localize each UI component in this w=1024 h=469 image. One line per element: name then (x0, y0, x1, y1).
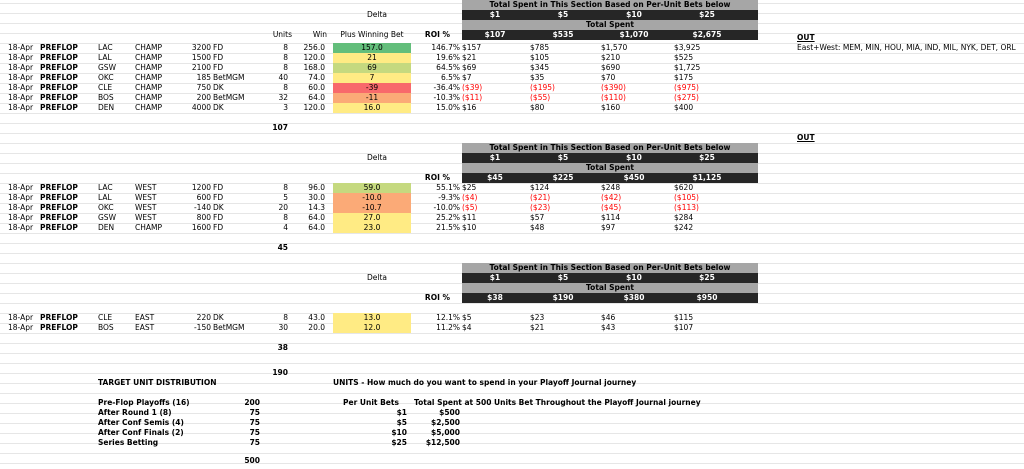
target-label[interactable]: After Conf Finals (2) (98, 428, 184, 437)
book-cell[interactable]: FD (213, 193, 224, 202)
odds-cell[interactable]: 185 (196, 73, 211, 82)
win-cell[interactable]: 74.0 (308, 73, 325, 82)
section-title[interactable]: Total Spent in This Section Based on Per-Unit Bets below (489, 143, 731, 152)
gridline (0, 453, 1024, 454)
per-unit-bet[interactable]: $25 (391, 438, 407, 447)
date-cell[interactable]: 18-Apr (8, 323, 34, 332)
odds-cell[interactable]: 2100 (191, 63, 211, 72)
gridline (0, 463, 1024, 464)
spent-cell[interactable]: $157 (462, 43, 482, 52)
units-cell[interactable]: 4 (283, 223, 288, 232)
win-cell[interactable]: 120.0 (303, 103, 325, 112)
out-label[interactable]: OUT (797, 133, 815, 142)
units-cell[interactable]: 20 (278, 203, 288, 212)
target-label[interactable]: After Round 1 (8) (98, 408, 172, 417)
market-cell[interactable]: WEST (135, 183, 157, 192)
gridline (0, 243, 1024, 244)
date-cell[interactable]: 18-Apr (8, 193, 34, 202)
roi-cell[interactable]: 11.2% (436, 323, 460, 332)
date-cell[interactable]: 18-Apr (8, 313, 34, 322)
spent-cell[interactable]: $785 (530, 43, 550, 52)
roi-header[interactable]: ROI % (424, 173, 450, 182)
plus-winning-cell[interactable]: -10.7 (333, 203, 411, 213)
roi-cell[interactable]: -36.4% (433, 83, 460, 92)
total-spent-label[interactable]: Total Spent (586, 20, 634, 29)
team-cell[interactable]: OKC (98, 203, 114, 212)
units-total[interactable]: 38 (277, 343, 288, 352)
team-cell[interactable]: LAC (98, 43, 113, 52)
spent-cell[interactable]: $48 (530, 223, 545, 232)
units-cell[interactable]: 8 (283, 53, 288, 62)
spent-cell[interactable]: $105 (530, 53, 550, 62)
target-total[interactable]: 500 (244, 456, 260, 465)
stage-cell[interactable]: PREFLOP (40, 43, 78, 52)
unit-bet-header[interactable]: $5 (557, 10, 569, 19)
gridline (0, 363, 1024, 364)
spent-cell[interactable]: ($39) (462, 83, 483, 92)
units-cell[interactable]: 40 (278, 73, 288, 82)
team-cell[interactable]: GSW (98, 63, 116, 72)
spent-header[interactable]: Total Spent at 500 Units Bet Throughout the Playoff Journal journey (414, 398, 701, 407)
market-cell[interactable]: CHAMP (135, 73, 163, 82)
odds-cell[interactable]: 4000 (191, 103, 211, 112)
plus-winning-cell[interactable]: -10.0 (333, 193, 411, 203)
total-spent-value[interactable]: $5,000 (431, 428, 460, 437)
spent-cell[interactable]: ($55) (530, 93, 551, 102)
section-total[interactable]: $190 (552, 293, 574, 302)
roi-cell[interactable]: -10.0% (433, 203, 460, 212)
spent-cell[interactable]: $175 (674, 73, 694, 82)
date-cell[interactable]: 18-Apr (8, 223, 34, 232)
odds-cell[interactable]: 800 (196, 213, 211, 222)
spent-cell[interactable]: ($275) (674, 93, 699, 102)
win-cell[interactable]: 64.0 (308, 213, 325, 222)
team-cell[interactable]: BOS (98, 323, 114, 332)
units-cell[interactable]: 32 (278, 93, 288, 102)
section-title[interactable]: Total Spent in This Section Based on Per-Unit Bets below (489, 0, 731, 9)
unit-bet-header[interactable]: $10 (626, 273, 642, 282)
spent-cell[interactable]: $7 (462, 73, 472, 82)
per-unit-header[interactable]: Per Unit Bets (343, 398, 399, 407)
spent-cell[interactable]: $11 (462, 213, 477, 222)
odds-cell[interactable]: -140 (193, 203, 211, 212)
units-header[interactable]: Units (272, 30, 292, 39)
units-cell[interactable]: 8 (283, 83, 288, 92)
team-cell[interactable]: LAC (98, 183, 113, 192)
roi-cell[interactable]: 19.6% (436, 53, 460, 62)
spent-cell[interactable]: $284 (674, 213, 694, 222)
spent-cell[interactable]: ($21) (530, 193, 551, 202)
plus-winning-cell[interactable]: -39 (333, 83, 411, 93)
roi-cell[interactable]: 146.7% (431, 43, 460, 52)
spent-cell[interactable]: $1,725 (674, 63, 701, 72)
market-cell[interactable]: CHAMP (135, 223, 163, 232)
market-cell[interactable]: CHAMP (135, 43, 163, 52)
units-total[interactable]: 45 (277, 243, 288, 252)
gridline (0, 343, 1024, 344)
stage-cell[interactable]: PREFLOP (40, 183, 78, 192)
odds-cell[interactable]: 1600 (191, 223, 211, 232)
unit-bet-header[interactable]: $25 (699, 153, 715, 162)
section-total[interactable]: $450 (623, 173, 645, 182)
section-total[interactable]: $380 (623, 293, 645, 302)
spent-cell[interactable]: $114 (601, 213, 621, 222)
spent-cell[interactable]: $210 (601, 53, 621, 62)
gridline (0, 253, 1024, 254)
roi-cell[interactable]: 6.5% (440, 73, 460, 82)
spent-cell[interactable]: ($110) (601, 93, 626, 102)
target-value[interactable]: 200 (244, 398, 260, 407)
spent-cell[interactable]: $620 (674, 183, 694, 192)
book-cell[interactable]: FD (213, 213, 224, 222)
target-label[interactable]: Series Betting (98, 438, 159, 447)
market-cell[interactable]: CHAMP (135, 93, 163, 102)
section-total[interactable]: $1,070 (619, 30, 649, 39)
gridline (0, 353, 1024, 354)
plus-winning-cell[interactable]: 59.0 (333, 183, 411, 193)
units-cell[interactable]: 8 (283, 313, 288, 322)
section-total[interactable]: $38 (487, 293, 503, 302)
per-unit-bet[interactable]: $5 (396, 418, 407, 427)
book-cell[interactable]: DK (213, 103, 224, 112)
win-cell[interactable]: 64.0 (308, 93, 325, 102)
plus-winning-cell[interactable]: 27.0 (333, 213, 411, 223)
unit-bet-header[interactable]: $5 (557, 273, 569, 282)
spent-cell[interactable]: ($113) (674, 203, 699, 212)
plus-winning-cell[interactable]: 157.0 (333, 43, 411, 53)
unit-bet-header[interactable]: $1 (489, 153, 501, 162)
roi-cell[interactable]: -9.3% (438, 193, 460, 202)
delta-label[interactable]: Delta (366, 153, 387, 162)
target-label[interactable]: After Conf Semis (4) (98, 418, 184, 427)
stage-cell[interactable]: PREFLOP (40, 323, 78, 332)
stage-cell[interactable]: PREFLOP (40, 53, 78, 62)
book-cell[interactable]: DK (213, 203, 224, 212)
win-cell[interactable]: 256.0 (303, 43, 325, 52)
date-cell[interactable]: 18-Apr (8, 213, 34, 222)
book-cell[interactable]: FD (213, 223, 224, 232)
spent-cell[interactable]: ($975) (674, 83, 699, 92)
spent-cell[interactable]: $46 (601, 313, 616, 322)
roi-cell[interactable]: 15.0% (436, 103, 460, 112)
spent-cell[interactable]: ($390) (601, 83, 626, 92)
roi-cell[interactable]: 55.1% (436, 183, 460, 192)
out-teams[interactable]: East+West: MEM, MIN, HOU, MIA, IND, MIL, NYK, DET, ORL (797, 43, 1016, 52)
spent-cell[interactable]: $400 (674, 103, 694, 112)
book-cell[interactable]: FD (213, 43, 224, 52)
win-cell[interactable]: 120.0 (303, 53, 325, 62)
spent-cell[interactable]: $5 (462, 313, 472, 322)
spent-cell[interactable]: $80 (530, 103, 545, 112)
spent-cell[interactable]: ($45) (601, 203, 622, 212)
team-cell[interactable]: OKC (98, 73, 114, 82)
win-cell[interactable]: 43.0 (308, 313, 325, 322)
market-cell[interactable]: WEST (135, 203, 157, 212)
stage-cell[interactable]: PREFLOP (40, 213, 78, 222)
spent-cell[interactable]: $25 (462, 183, 477, 192)
units-cell[interactable]: 8 (283, 43, 288, 52)
spent-cell[interactable]: ($105) (674, 193, 699, 202)
plus-header[interactable]: Plus Winning Bet (340, 30, 404, 39)
spent-cell[interactable]: $57 (530, 213, 545, 222)
spent-cell[interactable]: ($4) (462, 193, 478, 202)
team-cell[interactable]: GSW (98, 213, 116, 222)
plus-winning-cell[interactable]: 12.0 (333, 323, 411, 333)
units-title[interactable]: UNITS - How much do you want to spend in your Playoff Journal journey (333, 378, 637, 387)
per-unit-bet[interactable]: $1 (396, 408, 407, 417)
stage-cell[interactable]: PREFLOP (40, 73, 78, 82)
date-cell[interactable]: 18-Apr (8, 83, 34, 92)
spent-cell[interactable]: $124 (530, 183, 550, 192)
unit-bet-header[interactable]: $25 (699, 10, 715, 19)
section-total[interactable]: $2,675 (692, 30, 722, 39)
units-cell[interactable]: 5 (283, 193, 288, 202)
spent-cell[interactable]: $23 (530, 313, 545, 322)
stage-cell[interactable]: PREFLOP (40, 103, 78, 112)
roi-cell[interactable]: 25.2% (436, 213, 460, 222)
target-title[interactable]: TARGET UNIT DISTRIBUTION (98, 378, 217, 387)
spent-cell[interactable]: $69 (462, 63, 477, 72)
team-cell[interactable]: BOS (98, 93, 114, 102)
gridline (0, 123, 1024, 124)
total-spent-value[interactable]: $500 (439, 408, 460, 417)
roi-cell[interactable]: 64.5% (436, 63, 460, 72)
spent-cell[interactable]: $3,925 (674, 43, 701, 52)
spent-cell[interactable]: $70 (601, 73, 616, 82)
unit-bet-header[interactable]: $10 (626, 153, 642, 162)
date-cell[interactable]: 18-Apr (8, 53, 34, 62)
units-cell[interactable]: 8 (283, 183, 288, 192)
gridline (0, 133, 1024, 134)
total-spent-label[interactable]: Total Spent (586, 283, 634, 292)
spent-cell[interactable]: ($11) (462, 93, 483, 102)
odds-cell[interactable]: -150 (193, 323, 211, 332)
odds-cell[interactable]: 220 (196, 313, 211, 322)
spent-cell[interactable]: $10 (462, 223, 477, 232)
market-cell[interactable]: CHAMP (135, 63, 163, 72)
roi-header[interactable]: ROI % (424, 30, 450, 39)
section-total[interactable]: $107 (484, 30, 506, 39)
date-cell[interactable]: 18-Apr (8, 63, 34, 72)
team-cell[interactable]: LAL (98, 193, 112, 202)
market-cell[interactable]: WEST (135, 193, 157, 202)
gridline (0, 113, 1024, 114)
odds-cell[interactable]: 1500 (191, 53, 211, 62)
team-cell[interactable]: CLE (98, 83, 113, 92)
section-total[interactable]: $950 (696, 293, 718, 302)
market-cell[interactable]: EAST (135, 323, 155, 332)
market-cell[interactable]: WEST (135, 213, 157, 222)
delta-label[interactable]: Delta (366, 273, 387, 282)
stage-cell[interactable]: PREFLOP (40, 313, 78, 322)
unit-bet-header[interactable]: $1 (489, 10, 501, 19)
book-cell[interactable]: FD (213, 63, 224, 72)
spent-cell[interactable]: $35 (530, 73, 545, 82)
spent-cell[interactable]: $21 (462, 53, 477, 62)
win-header[interactable]: Win (312, 30, 327, 39)
stage-cell[interactable]: PREFLOP (40, 63, 78, 72)
spent-cell[interactable]: $97 (601, 223, 616, 232)
gridline (0, 303, 1024, 304)
spent-cell[interactable]: $107 (674, 323, 694, 332)
units-cell[interactable]: 30 (278, 323, 288, 332)
section-total[interactable]: $1,125 (692, 173, 722, 182)
team-cell[interactable]: LAL (98, 53, 112, 62)
units-cell[interactable]: 3 (283, 103, 288, 112)
win-cell[interactable]: 64.0 (308, 223, 325, 232)
stage-cell[interactable]: PREFLOP (40, 83, 78, 92)
stage-cell[interactable]: PREFLOP (40, 203, 78, 212)
book-cell[interactable]: BetMGM (213, 93, 245, 102)
win-cell[interactable]: 14.3 (308, 203, 325, 212)
total-spent-value[interactable]: $2,500 (431, 418, 460, 427)
delta-label[interactable]: Delta (366, 10, 387, 19)
win-cell[interactable]: 168.0 (303, 63, 325, 72)
target-value[interactable]: 75 (249, 438, 260, 447)
section-total[interactable]: $535 (552, 30, 574, 39)
market-cell[interactable]: CHAMP (135, 53, 163, 62)
team-cell[interactable]: DEN (98, 223, 115, 232)
units-total[interactable]: 107 (272, 123, 288, 132)
win-cell[interactable]: 60.0 (308, 83, 325, 92)
book-cell[interactable]: FD (213, 183, 224, 192)
stage-cell[interactable]: PREFLOP (40, 223, 78, 232)
gridline (0, 333, 1024, 334)
spent-cell[interactable]: ($23) (530, 203, 551, 212)
date-cell[interactable]: 18-Apr (8, 73, 34, 82)
date-cell[interactable]: 18-Apr (8, 203, 34, 212)
spent-cell[interactable]: $248 (601, 183, 621, 192)
odds-cell[interactable]: 200 (196, 93, 211, 102)
date-cell[interactable]: 18-Apr (8, 93, 34, 102)
win-cell[interactable]: 96.0 (308, 183, 325, 192)
date-cell[interactable]: 18-Apr (8, 183, 34, 192)
target-value[interactable]: 75 (249, 408, 260, 417)
stage-cell[interactable]: PREFLOP (40, 93, 78, 102)
odds-cell[interactable]: 1200 (191, 183, 211, 192)
market-cell[interactable]: CHAMP (135, 83, 163, 92)
spent-cell[interactable]: $1,570 (601, 43, 628, 52)
book-cell[interactable]: FD (213, 53, 224, 62)
team-cell[interactable]: CLE (98, 313, 113, 322)
date-cell[interactable]: 18-Apr (8, 43, 34, 52)
grand-total[interactable]: 190 (272, 368, 288, 377)
roi-cell[interactable]: -10.3% (433, 93, 460, 102)
odds-cell[interactable]: 600 (196, 193, 211, 202)
section-total[interactable]: $225 (552, 173, 574, 182)
book-cell[interactable]: DK (213, 83, 224, 92)
units-cell[interactable]: 8 (283, 213, 288, 222)
spent-cell[interactable]: ($195) (530, 83, 555, 92)
gridline (0, 233, 1024, 234)
plus-winning-cell[interactable]: 69 (333, 63, 411, 73)
book-cell[interactable]: BetMGM (213, 323, 245, 332)
section-title[interactable]: Total Spent in This Section Based on Per-Unit Bets below (489, 263, 731, 272)
unit-bet-header[interactable]: $10 (626, 10, 642, 19)
spent-cell[interactable]: ($5) (462, 203, 478, 212)
gridline (0, 373, 1024, 374)
spent-cell[interactable]: $43 (601, 323, 616, 332)
gridline (0, 393, 1024, 394)
win-cell[interactable]: 30.0 (308, 193, 325, 202)
total-spent-label[interactable]: Total Spent (586, 163, 634, 172)
team-cell[interactable]: DEN (98, 103, 115, 112)
book-cell[interactable]: DK (213, 313, 224, 322)
date-cell[interactable]: 18-Apr (8, 103, 34, 112)
spent-cell[interactable]: $690 (601, 63, 621, 72)
plus-winning-cell[interactable]: 21 (333, 53, 411, 63)
unit-bet-header[interactable]: $5 (557, 153, 569, 162)
spent-cell[interactable]: $345 (530, 63, 550, 72)
out-label[interactable]: OUT (797, 33, 815, 42)
target-label[interactable]: Pre-Flop Playoffs (16) (98, 398, 190, 407)
plus-winning-cell[interactable]: -11 (333, 93, 411, 103)
section-total[interactable]: $45 (487, 173, 503, 182)
market-cell[interactable]: CHAMP (135, 103, 163, 112)
odds-cell[interactable]: 3200 (191, 43, 211, 52)
unit-bet-header[interactable]: $1 (489, 273, 501, 282)
stage-cell[interactable]: PREFLOP (40, 193, 78, 202)
spent-cell[interactable]: ($42) (601, 193, 622, 202)
units-cell[interactable]: 8 (283, 63, 288, 72)
plus-winning-cell[interactable]: 7 (333, 73, 411, 83)
spent-cell[interactable]: $4 (462, 323, 472, 332)
target-value[interactable]: 75 (249, 428, 260, 437)
market-cell[interactable]: EAST (135, 313, 155, 322)
unit-bet-header[interactable]: $25 (699, 273, 715, 282)
roi-cell[interactable]: 12.1% (436, 313, 460, 322)
plus-winning-cell[interactable]: 23.0 (333, 223, 411, 233)
per-unit-bet[interactable]: $10 (391, 428, 407, 437)
odds-cell[interactable]: 750 (196, 83, 211, 92)
plus-winning-cell[interactable]: 13.0 (333, 313, 411, 323)
roi-cell[interactable]: 21.5% (436, 223, 460, 232)
spent-cell[interactable]: $115 (674, 313, 694, 322)
book-cell[interactable]: BetMGM (213, 73, 245, 82)
spent-cell[interactable]: $21 (530, 323, 545, 332)
target-value[interactable]: 75 (249, 418, 260, 427)
total-spent-value[interactable]: $12,500 (425, 438, 460, 447)
roi-header[interactable]: ROI % (424, 293, 450, 302)
plus-winning-cell[interactable]: 16.0 (333, 103, 411, 113)
spent-cell[interactable]: $16 (462, 103, 477, 112)
win-cell[interactable]: 20.0 (308, 323, 325, 332)
spent-cell[interactable]: $242 (674, 223, 694, 232)
spent-cell[interactable]: $525 (674, 53, 694, 62)
spent-cell[interactable]: $160 (601, 103, 621, 112)
